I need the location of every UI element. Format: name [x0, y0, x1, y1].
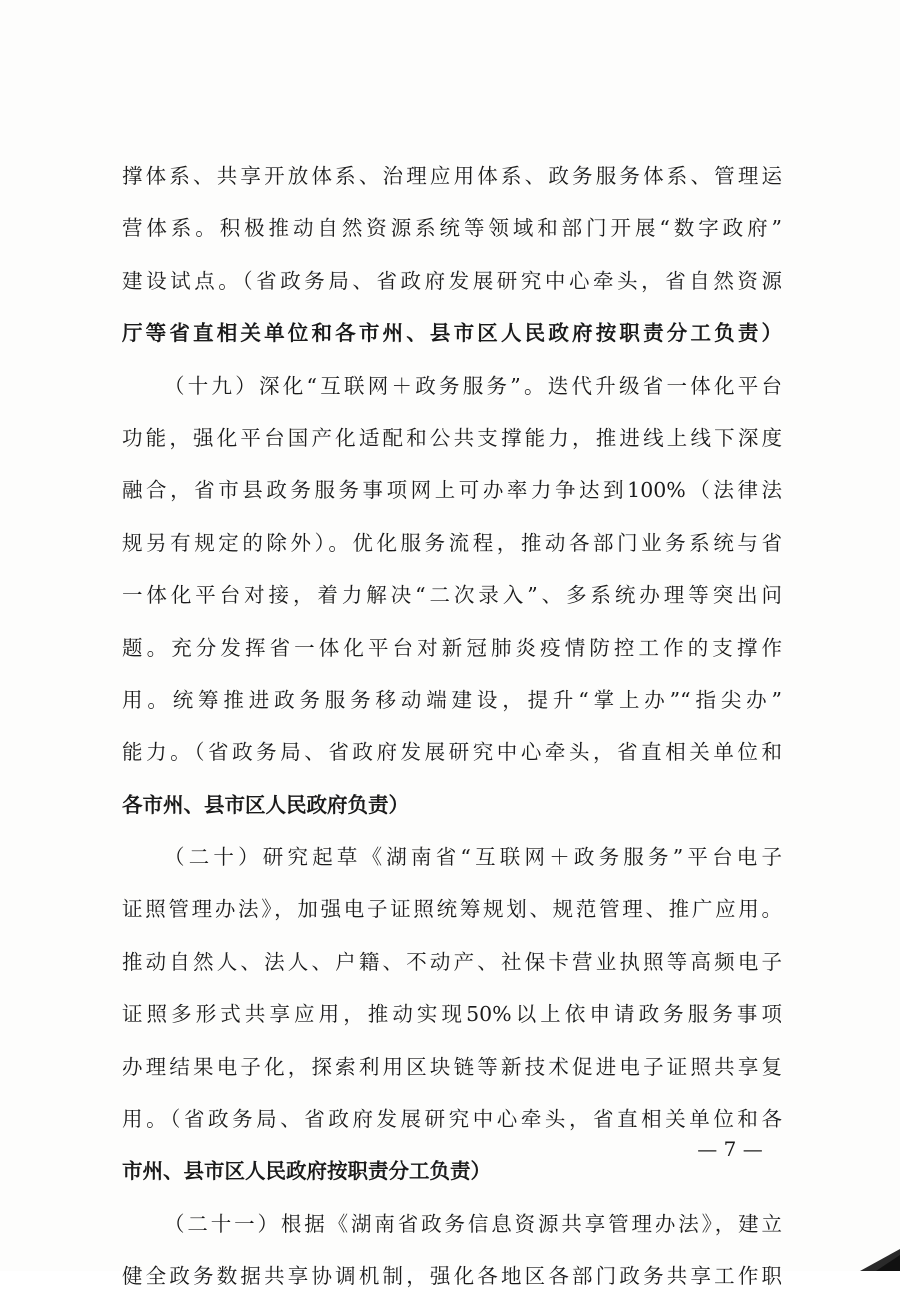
text-line-2: 营体系。积极推动自然资源系统等领域和部门开展“数字政府” [122, 216, 782, 241]
text-line-4: 厅等省直相关单位和各市州、县市区人民政府按职责分工负责） [122, 321, 782, 346]
text-line-3: 建设试点。（省政务局、省政府发展研究中心牵头，省自然资源 [122, 268, 782, 293]
text-line-11: 用。统筹推进政务服务移动端建设，提升“掌上办”“指尖办” [122, 687, 782, 712]
text-line-18: 办理结果电子化，探索利用区块链等新技术促进电子证照共享复 [122, 1054, 782, 1079]
text-line-19: 用。（省政务局、省政府发展研究中心牵头，省直相关单位和各 [122, 1107, 782, 1132]
text-line-8: 规另有规定的除外）。优化服务流程，推动各部门业务系统与省 [122, 530, 782, 555]
scan-edge-mark [830, 1241, 900, 1271]
text-line-1: 撑体系、共享开放体系、治理应用体系、政务服务体系、管理运 [122, 164, 782, 188]
text-line-22: 健全政务数据共享协调机制，强化各地区各部门政务共享工作职 [122, 1264, 782, 1289]
text-line-6: 功能，强化平台国产化适配和公共支撑能力，推进线上线下深度 [122, 425, 782, 450]
text-line-12: 能力。（省政务局、省政府发展研究中心牵头，省直相关单位和 [122, 740, 782, 765]
page-number: — 7 — [697, 1137, 763, 1161]
text-line-9: 一体化平台对接，着力解决“二次录入”、多系统办理等突出问 [122, 583, 782, 608]
text-line-13: 各市州、县市区人民政府负责） [122, 792, 409, 817]
text-line-14: （二十）研究起草《湖南省“互联网＋政务服务”平台电子 [164, 845, 782, 870]
text-line-17: 证照多形式共享应用，推动实现50%以上依申请政务服务事项 [122, 1002, 782, 1027]
text-line-7: 融合，省市县政务服务事项网上可办率力争达到100%（法律法 [122, 478, 782, 503]
text-line-16: 推动自然人、法人、户籍、不动产、社保卡营业执照等高频电子 [122, 949, 782, 974]
body-text [122, 150, 782, 1303]
text-line-15: 证照管理办法》，加强电子证照统筹规划、规范管理、推广应用。 [122, 897, 782, 922]
text-line-20: 市州、县市区人民政府按职责分工负责） [122, 1159, 491, 1184]
text-line-5: （十九）深化“互联网＋政务服务”。迭代升级省一体化平台 [164, 373, 782, 398]
text-line-10: 题。充分发挥省一体化平台对新冠肺炎疫情防控工作的支撑作 [122, 635, 782, 660]
text-line-21: （二十一）根据《湖南省政务信息资源共享管理办法》，建立 [164, 1211, 782, 1236]
